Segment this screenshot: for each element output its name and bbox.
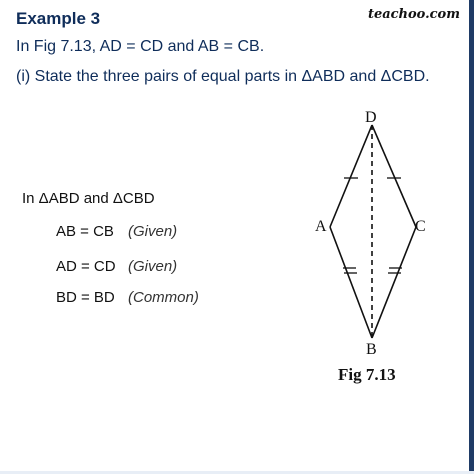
solution-intro: In ΔABD and ΔCBD	[22, 190, 155, 207]
side-dc	[372, 125, 416, 227]
equation-ab-cb: AB = CB	[56, 223, 114, 240]
side-da	[330, 125, 372, 227]
vertex-a-label: A	[315, 218, 327, 235]
reason-given-2: (Given)	[128, 258, 178, 275]
accent-bar	[469, 0, 474, 474]
vertex-c-label: C	[415, 218, 426, 235]
question-text: In Fig 7.13, AD = CD and AB = CB.	[16, 38, 265, 55]
example-title: Example 3	[16, 9, 101, 28]
reason-common: (Common)	[128, 289, 199, 306]
kite-figure	[300, 100, 450, 362]
vertex-b-label: B	[366, 341, 377, 358]
equation-ad-cd: AD = CD	[56, 258, 116, 275]
figure-caption: Fig 7.13	[338, 365, 396, 384]
vertex-d-label: D	[365, 109, 377, 126]
question-part: (i) State the three pairs of equal parts in ΔABD and ΔCBD.	[16, 68, 430, 85]
side-cb	[372, 227, 416, 338]
brand-logo: teachoo.com	[367, 7, 460, 22]
equation-bd-bd: BD = BD	[56, 289, 115, 306]
reason-given-1: (Given)	[128, 223, 178, 240]
side-ab	[330, 227, 372, 338]
